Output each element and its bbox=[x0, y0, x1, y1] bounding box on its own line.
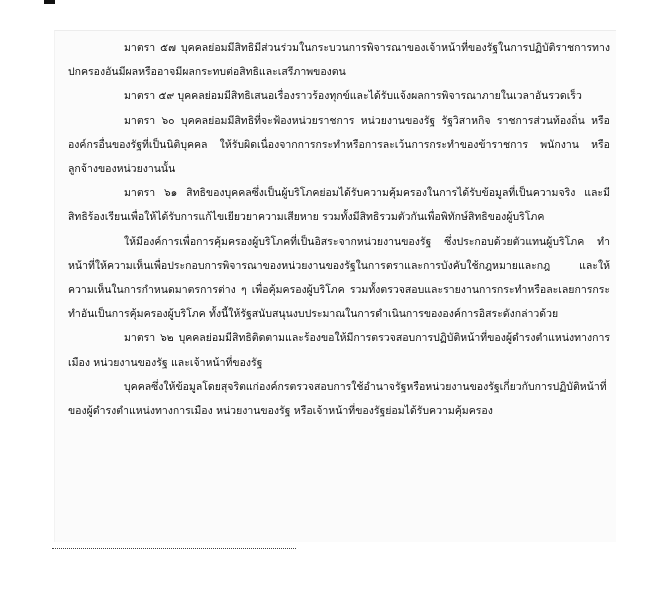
section-61-paragraph: มาตรา ๖๑ สิทธิของบุคคลซึ่งเป็นผู้บริโภคย่อมได้รับความคุ้มครองในการได้รับข้อมูลที่เป็นความจริง และมีสิทธิร้องเรียนเพื่อให้ได้รับการแก้ไขเยียวยาความเสียหาย รวมทั้งมีสิทธิรวมตัวกันเพื่อพิทักษ์สิทธิของผู้บริโภค bbox=[68, 187, 610, 224]
dotted-divider bbox=[52, 548, 296, 549]
section-57-paragraph: มาตรา ๕๗ บุคคลย่อมมีสิทธิมีส่วนร่วมในกระบวนการพิจารณาของเจ้าหน้าที่ของรัฐในการปฏิบัติราชการทางปกครองอันมีผลหรืออาจมีผลกระทบต่อสิทธิและเสรีภาพของตน bbox=[68, 42, 610, 79]
document-body bbox=[68, 36, 610, 423]
informant-protection-paragraph: บุคคลซึ่งให้ข้อมูลโดยสุจริตแก่องค์กรตรวจสอบการใช้อำนาจรัฐหรือหน่วยงานของรัฐเกี่ยวกับการปฏิบัติหน้าที่ของผู้ดำรงตำแหน่งทางการเมือง หน่วยงานของรัฐ หรือเจ้าหน้าที่ของรัฐย่อมได้รับความคุ้มครอง bbox=[68, 380, 607, 418]
corner-crop-mark bbox=[44, 0, 55, 4]
section-60-paragraph: มาตรา ๖๐ บุคคลย่อมมีสิทธิที่จะฟ้องหน่วยราชการ หน่วยงานของรัฐ รัฐวิสาหกิจ ราชการส่วนท้องถิ่น หรือองค์กรอื่นของรัฐที่เป็นนิติบุคคล ให้รับผิดเนื่องจากการกระทำหรือการละเว้นการกระทำของข้าราชการ พนักงาน หรือลูกจ้างของหน่วยงานนั้น bbox=[68, 114, 610, 176]
section-62-paragraph: มาตรา ๖๒ บุคคลย่อมมีสิทธิติดตามและร้องขอให้มีการตรวจสอบการปฏิบัติหน้าที่ของผู้ดำรงตำแหน่งทางการเมือง หน่วยงานของรัฐ และเจ้าหน้าที่ของรัฐ bbox=[68, 332, 610, 369]
consumer-protection-paragraph: ให้มีองค์การเพื่อการคุ้มครองผู้บริโภคที่เป็นอิสระจากหน่วยงานของรัฐ ซึ่งประกอบด้วยตัวแทนผู้บริโภค ทำหน้าที่ให้ความเห็นเพื่อประกอบการพิจารณาของหน่วยงานของรัฐในการตราและการบังคับใช้กฎหมายและกฎ และให้ความเห็นในการกำหนดมาตรการต่าง ๆ เพื่อคุ้มครองผู้บริโภค รวมทั้งตรวจสอบและรายงานการกระทำหรือละเลยการกระทำอันเป็นการคุ้มครองผู้บริโภค ทั้งนี้ให้รัฐสนับสนุนงบประมาณในการดำเนินการขององค์การอิสระดังกล่าวด้วย bbox=[68, 235, 610, 321]
section-59-paragraph: มาตรา ๕๙ บุคคลย่อมมีสิทธิเสนอเรื่องราวร้องทุกข์และได้รับแจ้งผลการพิจารณาภายในเวลาอันรวดเร็ว bbox=[124, 90, 582, 103]
